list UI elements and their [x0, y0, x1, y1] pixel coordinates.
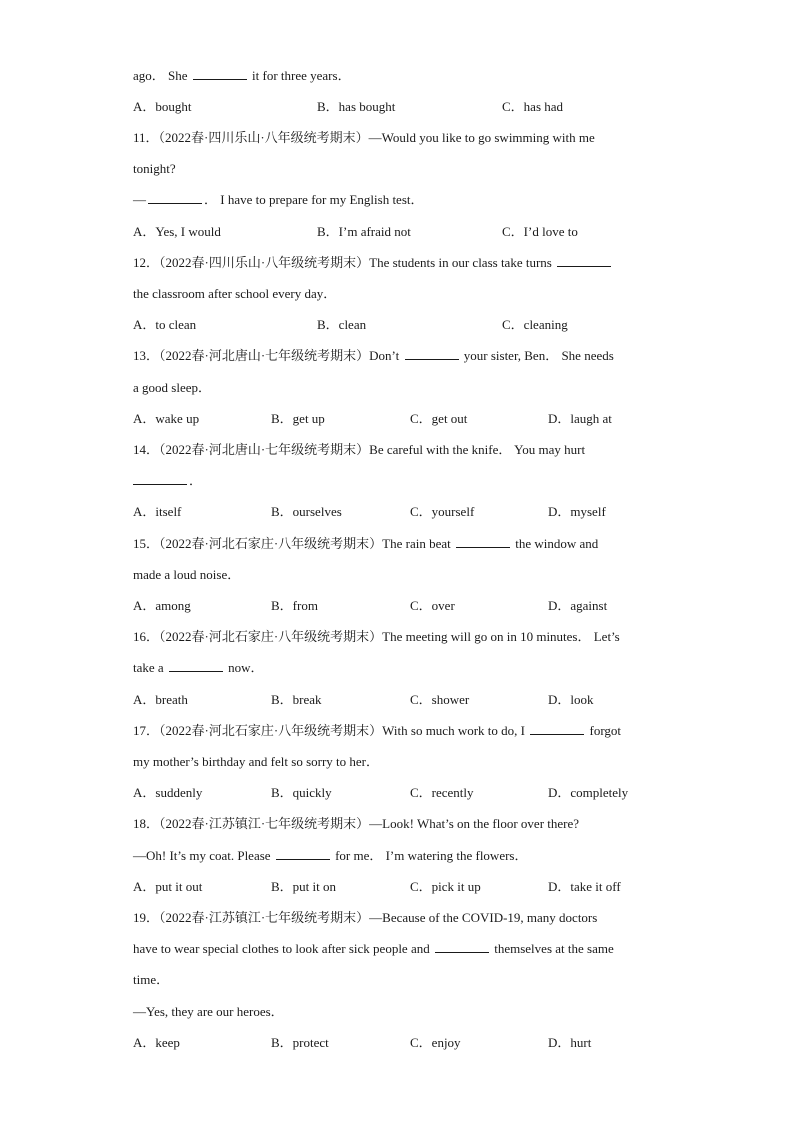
q16-stem-line-2	[133, 658, 673, 678]
q12-stem-line-2: the classroom after school every day．	[133, 286, 337, 301]
q18-stem-line-2	[133, 846, 673, 866]
q16-stem-line-1: 16．（2022春·河北石家庄·八年级统考期末）The meeting will go on in 10 minutes． Let’s	[133, 629, 620, 644]
q14-option-c[interactable]: C．yourself	[410, 504, 475, 519]
q17-text: 17．（2022春·河北石家庄·八年级统考期末）With so much work to do, I	[133, 723, 529, 738]
q10-blank	[193, 66, 247, 80]
q17-options	[133, 783, 673, 803]
q12-option-c[interactable]: C．cleaning	[502, 317, 568, 332]
q14-blank	[133, 471, 187, 485]
q18-stem-line-1: 18．（2022春·江苏镇江·七年级统考期末）—Look! What’s on the floor over there?	[133, 816, 580, 831]
q15-option-c[interactable]: C．over	[410, 598, 455, 613]
q18-option-d[interactable]: D．take it off	[548, 879, 621, 894]
q18-text-2: for me． I’m watering the flowers．	[331, 848, 528, 863]
q13-option-c[interactable]: C．get out	[410, 411, 468, 426]
q13-options	[133, 409, 673, 429]
q13-option-a[interactable]: A．wake up	[133, 411, 200, 426]
q17-stem-line-1	[133, 721, 673, 741]
q16-blank	[169, 658, 223, 672]
q14-option-a[interactable]: A．itself	[133, 504, 182, 519]
q15-option-b[interactable]: B．from	[271, 598, 318, 613]
q13-stem-line-1	[133, 346, 673, 366]
q10-stem-line	[133, 66, 673, 86]
q11-stem-line-2: tonight?	[133, 161, 176, 176]
q17-option-b[interactable]: B．quickly	[271, 785, 332, 800]
q17-stem-line-2: my mother’s birthday and felt so sorry to her．	[133, 754, 379, 769]
q19-stem-line-4: —Yes, they are our heroes．	[133, 1004, 284, 1019]
q19-stem-line-2	[133, 939, 673, 959]
q16-option-c[interactable]: C．shower	[410, 692, 470, 707]
q17-option-d[interactable]: D．completely	[548, 785, 629, 800]
q12-option-b[interactable]: B．clean	[317, 317, 367, 332]
q14-stem-line-2	[133, 471, 673, 491]
q16-text: take a	[133, 660, 167, 675]
q13-text: 13．（2022春·河北唐山·七年级统考期末）Don’t	[133, 348, 403, 363]
q17-text-2: forgot	[586, 723, 622, 738]
q10-option-c[interactable]: C．has had	[502, 99, 564, 114]
q19-option-b[interactable]: B．protect	[271, 1035, 329, 1050]
q18-options	[133, 877, 673, 897]
q17-option-a[interactable]: A．suddenly	[133, 785, 203, 800]
q19-stem-line-3: time．	[133, 972, 170, 987]
q11-text: ． I have to prepare for my English test．	[204, 192, 424, 207]
q19-options	[133, 1033, 673, 1053]
q15-stem-line-1	[133, 534, 673, 554]
q19-text: have to wear special clothes to look after sick people and	[133, 941, 433, 956]
q19-text-2: themselves at the same	[490, 941, 614, 956]
q11-blank	[148, 190, 202, 204]
q19-stem-line-1: 19．（2022春·江苏镇江·七年级统考期末）—Because of the COVID-19, many doctors	[133, 910, 598, 925]
q13-text-2: your sister, Ben． She needs	[460, 348, 614, 363]
q15-blank	[456, 534, 510, 548]
q14-option-d[interactable]: D．myself	[548, 504, 606, 519]
q18-blank	[276, 846, 330, 860]
q10-option-a[interactable]: A．bought	[133, 99, 192, 114]
q11-options	[133, 222, 673, 242]
q16-option-a[interactable]: A．breath	[133, 692, 188, 707]
q14-text: ．	[189, 473, 203, 488]
q18-option-b[interactable]: B．put it on	[271, 879, 337, 894]
q15-stem-line-2: made a loud noise．	[133, 567, 241, 582]
q14-stem-line-1: 14．（2022春·河北唐山·七年级统考期末）Be careful with the knife． You may hurt	[133, 442, 586, 457]
q12-option-a[interactable]: A．to clean	[133, 317, 197, 332]
q10-option-b[interactable]: B．has bought	[317, 99, 396, 114]
q15-text-2: the window and	[511, 536, 599, 551]
q18-text: —Oh! It’s my coat. Please	[133, 848, 274, 863]
q16-text-2: now．	[224, 660, 264, 675]
q16-options	[133, 690, 673, 710]
q15-option-d[interactable]: D．against	[548, 598, 608, 613]
q19-blank	[435, 939, 489, 953]
q11-option-c[interactable]: C．I’d love to	[502, 224, 578, 239]
q16-option-b[interactable]: B．break	[271, 692, 322, 707]
q13-option-b[interactable]: B．get up	[271, 411, 325, 426]
q11-dash: —	[133, 192, 146, 207]
q10-text-2: it for three years．	[248, 68, 351, 83]
q11-option-b[interactable]: B．I’m afraid not	[317, 224, 411, 239]
q15-options	[133, 596, 673, 616]
q11-stem-line-3	[133, 190, 673, 210]
q10-options	[133, 97, 673, 117]
q12-blank	[557, 253, 611, 267]
q14-option-b[interactable]: B．ourselves	[271, 504, 342, 519]
q13-blank	[405, 346, 459, 360]
q18-option-c[interactable]: C．pick it up	[410, 879, 481, 894]
q13-option-d[interactable]: D．laugh at	[548, 411, 612, 426]
q16-option-d[interactable]: D．look	[548, 692, 594, 707]
q17-blank	[530, 721, 584, 735]
q15-text: 15．（2022春·河北石家庄·八年级统考期末）The rain beat	[133, 536, 454, 551]
q11-stem-line-1: 11．（2022春·四川乐山·八年级统考期末）—Would you like to go swimming with me	[133, 130, 595, 145]
q13-stem-line-2: a good sleep．	[133, 380, 211, 395]
q18-option-a[interactable]: A．put it out	[133, 879, 203, 894]
q15-option-a[interactable]: A．among	[133, 598, 191, 613]
q12-options	[133, 315, 673, 335]
q14-options	[133, 502, 673, 522]
q12-stem-line-1	[133, 253, 673, 273]
q17-option-c[interactable]: C．recently	[410, 785, 474, 800]
q19-option-c[interactable]: C．enjoy	[410, 1035, 461, 1050]
q19-option-d[interactable]: D．hurt	[548, 1035, 592, 1050]
q10-text: ago． She	[133, 68, 191, 83]
q19-option-a[interactable]: A．keep	[133, 1035, 180, 1050]
q12-text: 12．（2022春·四川乐山·八年级统考期末）The students in our class take turns	[133, 255, 556, 270]
q11-option-a[interactable]: A．Yes, I would	[133, 224, 221, 239]
